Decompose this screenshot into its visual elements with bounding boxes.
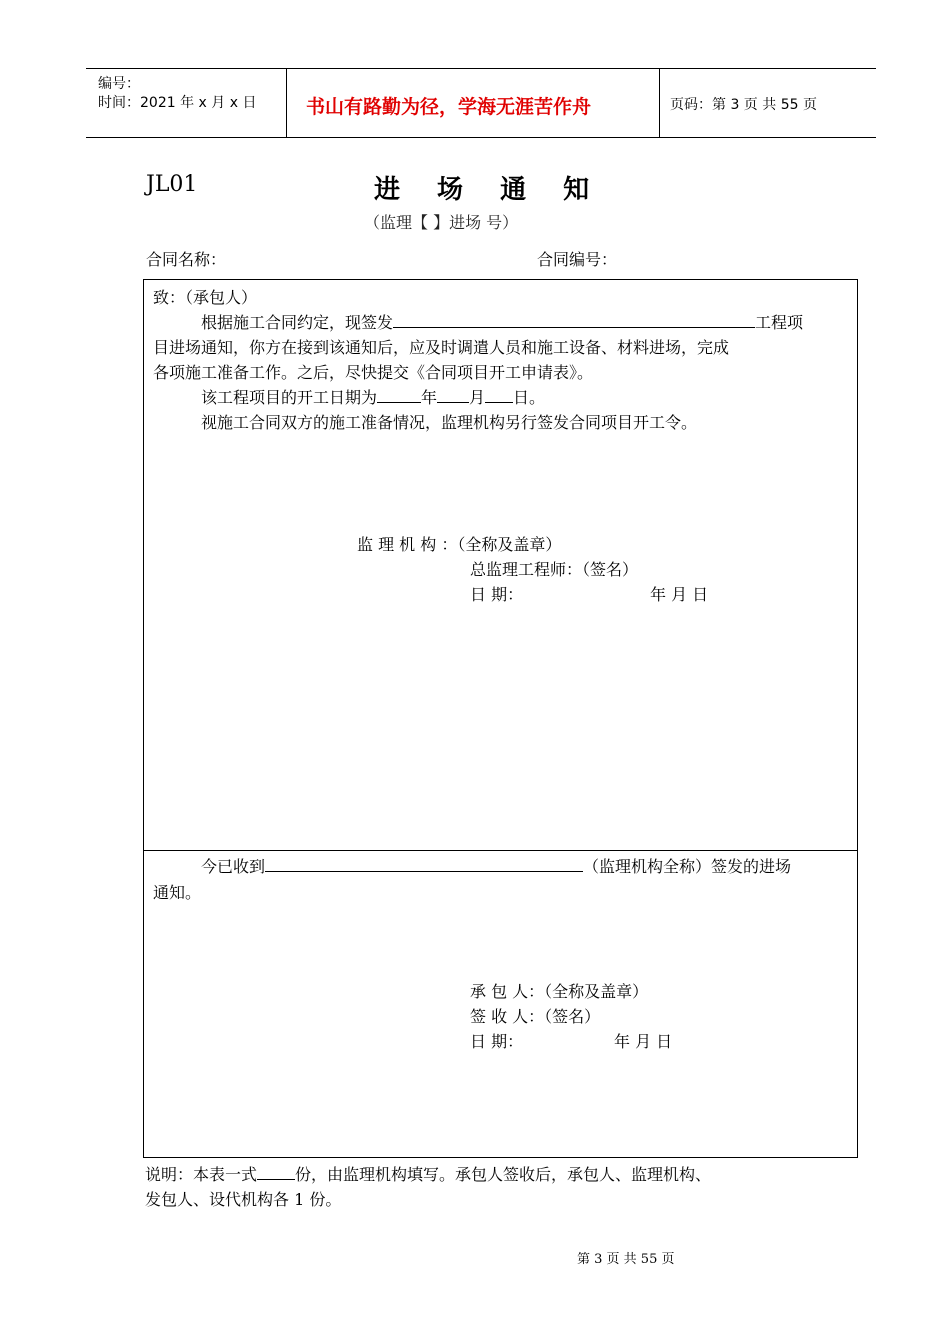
receipt-date-ymd: 年 月 日 [614,1032,673,1051]
signer-label: 签 收 人：（签名） [470,1007,601,1026]
contractor-label: 承 包 人：（全称及盖章） [470,982,649,1001]
header-left-cell [86,69,287,137]
year-label: 年 [421,388,438,407]
contract-name-label: 合同名称： [146,250,227,269]
org-name-blank[interactable] [265,855,583,872]
paragraph3: 视施工合同双方的施工准备情况，监理机构另行签发合同项目开工令。 [201,413,698,432]
page-header [86,68,876,138]
supervisor-org: 监 理 机 构 ：（全称及盖章） [357,535,562,554]
paragraph1-line1 [201,310,803,333]
page-footer: 第 3 页 共 55 页 [577,1252,675,1267]
month-label: 月 [469,388,486,407]
receipt-line2: 通知。 [153,883,202,902]
received-suffix: （监理机构全称）签发的进场 [583,857,792,876]
day-blank[interactable] [485,386,513,403]
chief-engineer: 总监理工程师：（签名） [470,560,639,579]
paragraph1-line2: 目进场通知，你方在接到该通知后，应及时调遣人员和施工设备、材料进场，完成 [153,338,730,357]
notice-form-box [143,279,858,1158]
header-page-cell [660,69,876,137]
received-prefix: 今已收到 [201,857,266,876]
section-divider [144,850,857,851]
note-prefix: 说明：本表一式 [145,1165,258,1184]
motto: 书山有路勤为径，学海无涯苦作舟 [306,96,592,118]
copies-blank[interactable] [257,1163,295,1180]
notice-date-ymd: 年 月 日 [650,585,709,604]
p1-start: 根据施工合同约定，现签发 [201,313,394,332]
receipt-line1 [201,854,791,877]
start-date-line [201,385,545,408]
form-code: JL01 [146,172,198,197]
p1-end: 工程项 [755,313,804,332]
day-label: 日。 [513,388,546,407]
year-blank[interactable] [377,386,421,403]
time-label: 时间：2021 年 x 月 x 日 [98,95,257,111]
to-line: 致：（承包人） [153,288,258,307]
header-motto-cell [287,69,660,137]
note-line1 [145,1162,711,1185]
paragraph1-line3: 各项施工准备工作。之后，尽快提交《合同项目开工申请表》。 [153,363,594,382]
project-name-blank[interactable] [393,311,755,328]
start-date-prefix: 该工程项目的开工日期为 [201,388,378,407]
note-line2: 发包人、设代机构各 1 份。 [145,1190,342,1209]
serial-label: 编号： [98,76,140,92]
form-subtitle: （监理【 】进场 号） [364,213,519,232]
page-info: 页码：第 3 页 共 55 页 [670,97,817,113]
month-blank[interactable] [437,386,469,403]
note-suffix: 份，由监理机构填写。承包人签收后，承包人、监理机构、 [295,1165,712,1184]
contract-no-label: 合同编号： [537,250,618,269]
receipt-date-label: 日 期： [470,1032,524,1051]
notice-date-label: 日 期： [470,585,524,604]
form-title: 进 场 通 知 [374,175,604,205]
